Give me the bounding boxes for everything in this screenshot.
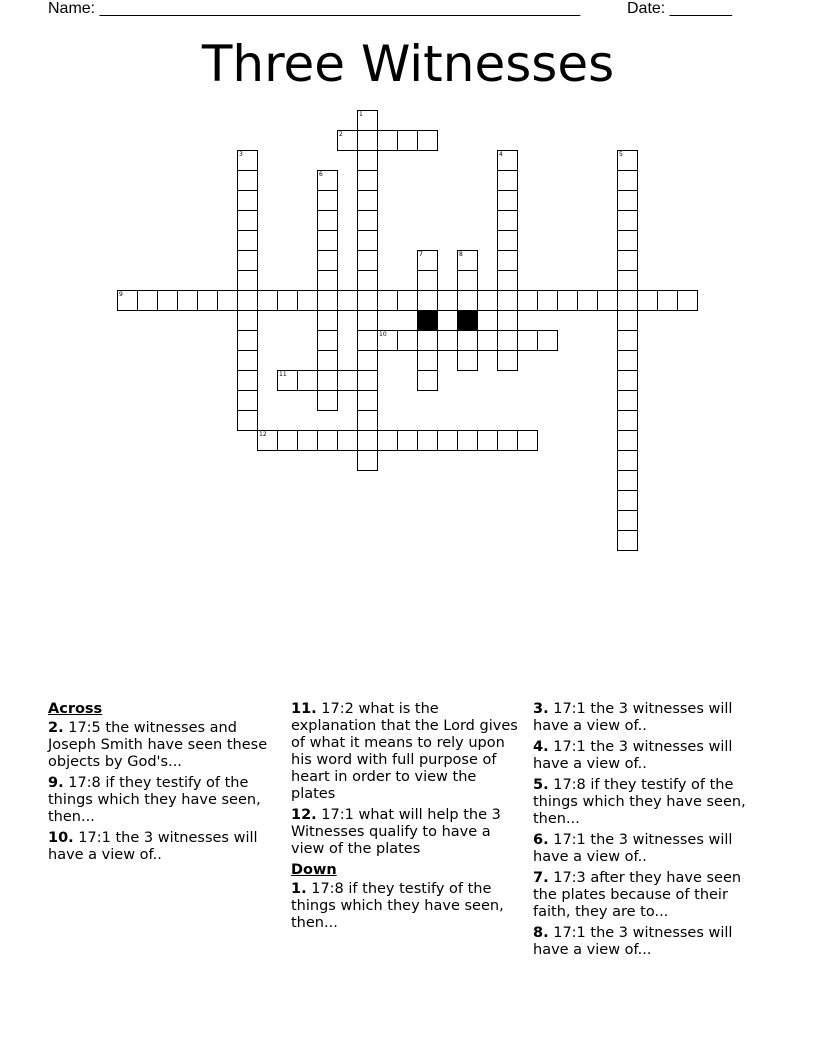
- clues-column-2: [291, 701, 523, 936]
- crossword-cell[interactable]: [357, 290, 378, 311]
- crossword-cell[interactable]: [197, 290, 218, 311]
- clue-number: 3.: [533, 701, 549, 717]
- crossword-cell[interactable]: [357, 450, 378, 471]
- crossword-cell[interactable]: [277, 430, 298, 451]
- crossword-cell[interactable]: [397, 430, 418, 451]
- clue-number: 12.: [291, 807, 317, 823]
- crossword-cell[interactable]: [617, 490, 638, 511]
- crossword-cell[interactable]: [617, 510, 638, 531]
- crossword-cell[interactable]: [497, 230, 518, 251]
- clue-text: 17:8 if they testify of the things which they have seen, then...: [533, 777, 746, 827]
- crossword-cell[interactable]: [217, 290, 238, 311]
- cell-number: 6: [319, 171, 323, 178]
- crossword-cell[interactable]: [497, 310, 518, 331]
- clue-number: 10.: [48, 830, 74, 846]
- crossword-cell[interactable]: [397, 130, 418, 151]
- crossword-cell[interactable]: [317, 350, 338, 371]
- crossword-cell[interactable]: [257, 430, 278, 451]
- crossword-cell[interactable]: [237, 270, 258, 291]
- crossword-cell[interactable]: [417, 290, 438, 311]
- crossword-cell[interactable]: [617, 430, 638, 451]
- down-clue-4: [533, 739, 765, 773]
- clue-text: 17:1 the 3 witnesses will have a view of..: [533, 832, 733, 865]
- crossword-cell[interactable]: [617, 190, 638, 211]
- clue-text: 17:5 the witnesses and Joseph Smith have seen these objects by God's...: [48, 720, 268, 770]
- down-clue-3: [533, 701, 765, 735]
- crossword-cell[interactable]: [497, 350, 518, 371]
- clue-number: 6.: [533, 832, 549, 848]
- crossword-cell[interactable]: [237, 170, 258, 191]
- crossword-cell[interactable]: [617, 290, 638, 311]
- crossword-cell[interactable]: [477, 330, 498, 351]
- crossword-cell[interactable]: [317, 170, 338, 191]
- crossword-cell[interactable]: [397, 290, 418, 311]
- crossword-cell[interactable]: [617, 530, 638, 551]
- crossword-cell[interactable]: [397, 330, 418, 351]
- clue-text: 17:1 the 3 witnesses will have a view of..: [533, 701, 733, 734]
- down-clue-6: [533, 832, 765, 866]
- crossword-cell[interactable]: [357, 370, 378, 391]
- crossword-cell[interactable]: [317, 290, 338, 311]
- clue-number: 7.: [533, 870, 549, 886]
- crossword-cell[interactable]: [357, 130, 378, 151]
- cell-number: 12: [259, 431, 267, 438]
- crossword-cell[interactable]: [297, 430, 318, 451]
- clue-text: 17:2 what is the explanation that the Lord gives of what it means to rely upon his word with full purpose of heart in order to view the plates: [291, 701, 518, 802]
- crossword-cell[interactable]: [637, 290, 658, 311]
- crossword-cell[interactable]: [377, 330, 398, 351]
- crossword-cell[interactable]: [357, 350, 378, 371]
- crossword-cell[interactable]: [337, 290, 358, 311]
- crossword-cell[interactable]: [317, 190, 338, 211]
- crossword-cell[interactable]: [617, 210, 638, 231]
- crossword-cell[interactable]: [517, 330, 538, 351]
- crossword-cell[interactable]: [157, 290, 178, 311]
- crossword-cell[interactable]: [357, 430, 378, 451]
- crossword-cell[interactable]: [517, 290, 538, 311]
- name-field-line: Name: ______________________________________________________: [48, 0, 581, 17]
- cell-number: 1: [359, 111, 363, 118]
- cell-number: 2: [339, 131, 343, 138]
- crossword-cell[interactable]: [317, 270, 338, 291]
- clue-text: 17:8 if they testify of the things which they have seen, then...: [291, 881, 504, 931]
- crossword-cell[interactable]: [477, 430, 498, 451]
- clue-number: 9.: [48, 775, 64, 791]
- crossword-cell[interactable]: [297, 370, 318, 391]
- crossword-cell[interactable]: [577, 290, 598, 311]
- crossword-cell[interactable]: [617, 250, 638, 271]
- crossword-cell[interactable]: [617, 370, 638, 391]
- crossword-cell[interactable]: [677, 290, 698, 311]
- crossword-cell[interactable]: [617, 450, 638, 471]
- crossword-cell[interactable]: [617, 410, 638, 431]
- crossword-cell[interactable]: [557, 290, 578, 311]
- crossword-cell[interactable]: [357, 210, 378, 231]
- crossword-cell[interactable]: [497, 290, 518, 311]
- across-clue-12: [291, 807, 523, 858]
- crossword-cell[interactable]: [357, 310, 378, 331]
- crossword-cell[interactable]: [237, 310, 258, 331]
- crossword-cell[interactable]: [617, 230, 638, 251]
- crossword-black-cell: [417, 310, 438, 331]
- crossword-cell[interactable]: [357, 410, 378, 431]
- down-clue-1: [291, 881, 523, 932]
- crossword-cell[interactable]: [277, 370, 298, 391]
- crossword-cell[interactable]: [437, 290, 458, 311]
- clue-number: 1.: [291, 881, 307, 897]
- cell-number: 9: [119, 291, 123, 298]
- clue-number: 8.: [533, 925, 549, 941]
- crossword-cell[interactable]: [417, 430, 438, 451]
- crossword-cell[interactable]: [437, 330, 458, 351]
- cell-number: 3: [239, 151, 243, 158]
- crossword-cell[interactable]: [417, 370, 438, 391]
- crossword-cell[interactable]: [377, 290, 398, 311]
- crossword-cell[interactable]: [617, 270, 638, 291]
- clue-text: 17:1 the 3 witnesses will have a view of...: [533, 925, 733, 958]
- cell-number: 4: [499, 151, 503, 158]
- crossword-cell[interactable]: [457, 250, 478, 271]
- crossword-cell[interactable]: [317, 370, 338, 391]
- across-clue-9: [48, 775, 280, 826]
- crossword-cell[interactable]: [237, 350, 258, 371]
- cell-number: 10: [379, 331, 387, 338]
- crossword-cell[interactable]: [277, 290, 298, 311]
- crossword-cell[interactable]: [497, 250, 518, 271]
- crossword-cell[interactable]: [237, 190, 258, 211]
- clues-column-1: [48, 701, 280, 868]
- crossword-cell[interactable]: [357, 230, 378, 251]
- crossword-cell[interactable]: [617, 150, 638, 171]
- crossword-cell[interactable]: [457, 270, 478, 291]
- crossword-cell[interactable]: [417, 330, 438, 351]
- crossword-cell[interactable]: [617, 170, 638, 191]
- crossword-cell[interactable]: [237, 230, 258, 251]
- crossword-cell[interactable]: [497, 330, 518, 351]
- crossword-cell[interactable]: [317, 250, 338, 271]
- crossword-cell[interactable]: [337, 130, 358, 151]
- crossword-cell[interactable]: [497, 170, 518, 191]
- down-clue-7: [533, 870, 765, 921]
- crossword-cell[interactable]: [357, 150, 378, 171]
- crossword-cell[interactable]: [377, 130, 398, 151]
- crossword-cell[interactable]: [317, 390, 338, 411]
- crossword-cell[interactable]: [117, 290, 138, 311]
- crossword-cell[interactable]: [237, 150, 258, 171]
- across-clue-10: [48, 830, 280, 864]
- crossword-cell[interactable]: [517, 430, 538, 451]
- crossword-cell[interactable]: [357, 270, 378, 291]
- crossword-cell[interactable]: [417, 350, 438, 371]
- crossword-cell[interactable]: [337, 430, 358, 451]
- crossword-cell[interactable]: [657, 290, 678, 311]
- crossword-cell[interactable]: [317, 310, 338, 331]
- clue-text: 17:3 after they have seen the plates because of their faith, they are to...: [533, 870, 742, 920]
- across-clue-2: [48, 720, 280, 771]
- crossword-cell[interactable]: [137, 290, 158, 311]
- crossword-cell[interactable]: [337, 370, 358, 391]
- across-clue-11: [291, 701, 523, 803]
- crossword-cell[interactable]: [317, 430, 338, 451]
- crossword-cell[interactable]: [597, 290, 618, 311]
- crossword-cell[interactable]: [497, 150, 518, 171]
- crossword-cell[interactable]: [417, 130, 438, 151]
- cell-number: 5: [619, 151, 623, 158]
- crossword-cell[interactable]: [537, 290, 558, 311]
- clue-text: 17:1 the 3 witnesses will have a view of..: [48, 830, 258, 863]
- cell-number: 11: [279, 371, 287, 378]
- crossword-cell[interactable]: [357, 330, 378, 351]
- crossword-cell[interactable]: [617, 390, 638, 411]
- crossword-cell[interactable]: [357, 110, 378, 131]
- crossword-cell[interactable]: [357, 190, 378, 211]
- crossword-cell[interactable]: [237, 330, 258, 351]
- crossword-cell[interactable]: [237, 250, 258, 271]
- crossword-cell[interactable]: [497, 210, 518, 231]
- crossword-cell[interactable]: [297, 290, 318, 311]
- crossword-cell[interactable]: [457, 290, 478, 311]
- crossword-cell[interactable]: [357, 170, 378, 191]
- crossword-cell[interactable]: [457, 330, 478, 351]
- crossword-cell[interactable]: [497, 430, 518, 451]
- crossword-cell[interactable]: [497, 190, 518, 211]
- down-heading: Down: [291, 862, 337, 878]
- crossword-cell[interactable]: [617, 470, 638, 491]
- clue-number: 11.: [291, 701, 317, 717]
- clue-text: 17:1 the 3 witnesses will have a view of..: [533, 739, 733, 772]
- crossword-cell[interactable]: [497, 270, 518, 291]
- clue-text: 17:1 what will help the 3 Witnesses qualify to have a view of the plates: [291, 807, 501, 857]
- clue-number: 4.: [533, 739, 549, 755]
- crossword-cell[interactable]: [357, 250, 378, 271]
- date-field-line: Date: _______: [627, 0, 732, 17]
- crossword-cell[interactable]: [317, 230, 338, 251]
- page-title: Three Witnesses: [201, 35, 615, 93]
- clues-column-3: [533, 701, 765, 963]
- crossword-cell[interactable]: [317, 330, 338, 351]
- crossword-cell[interactable]: [417, 250, 438, 271]
- crossword-cell[interactable]: [257, 290, 278, 311]
- crossword-cell[interactable]: [317, 210, 338, 231]
- crossword-cell[interactable]: [237, 410, 258, 431]
- crossword-cell[interactable]: [237, 390, 258, 411]
- crossword-cell[interactable]: [537, 330, 558, 351]
- crossword-cell[interactable]: [617, 310, 638, 331]
- clue-number: 2.: [48, 720, 64, 736]
- crossword-cell[interactable]: [177, 290, 198, 311]
- crossword-cell[interactable]: [237, 370, 258, 391]
- crossword-black-cell: [457, 310, 478, 331]
- crossword-cell[interactable]: [237, 290, 258, 311]
- cell-number: 7: [419, 251, 423, 258]
- crossword-cell[interactable]: [357, 390, 378, 411]
- down-clue-5: [533, 777, 765, 828]
- crossword-cell[interactable]: [417, 270, 438, 291]
- crossword-cell[interactable]: [617, 350, 638, 371]
- crossword-cell[interactable]: [617, 330, 638, 351]
- crossword-cell[interactable]: [237, 210, 258, 231]
- cell-number: 8: [459, 251, 463, 258]
- crossword-cell[interactable]: [437, 430, 458, 451]
- clue-text: 17:8 if they testify of the things which they have seen, then...: [48, 775, 261, 825]
- crossword-cell[interactable]: [377, 430, 398, 451]
- crossword-cell[interactable]: [457, 430, 478, 451]
- clue-number: 5.: [533, 777, 549, 793]
- crossword-cell[interactable]: [477, 290, 498, 311]
- across-heading: Across: [48, 701, 103, 717]
- crossword-cell[interactable]: [457, 350, 478, 371]
- down-clue-8: [533, 925, 765, 959]
